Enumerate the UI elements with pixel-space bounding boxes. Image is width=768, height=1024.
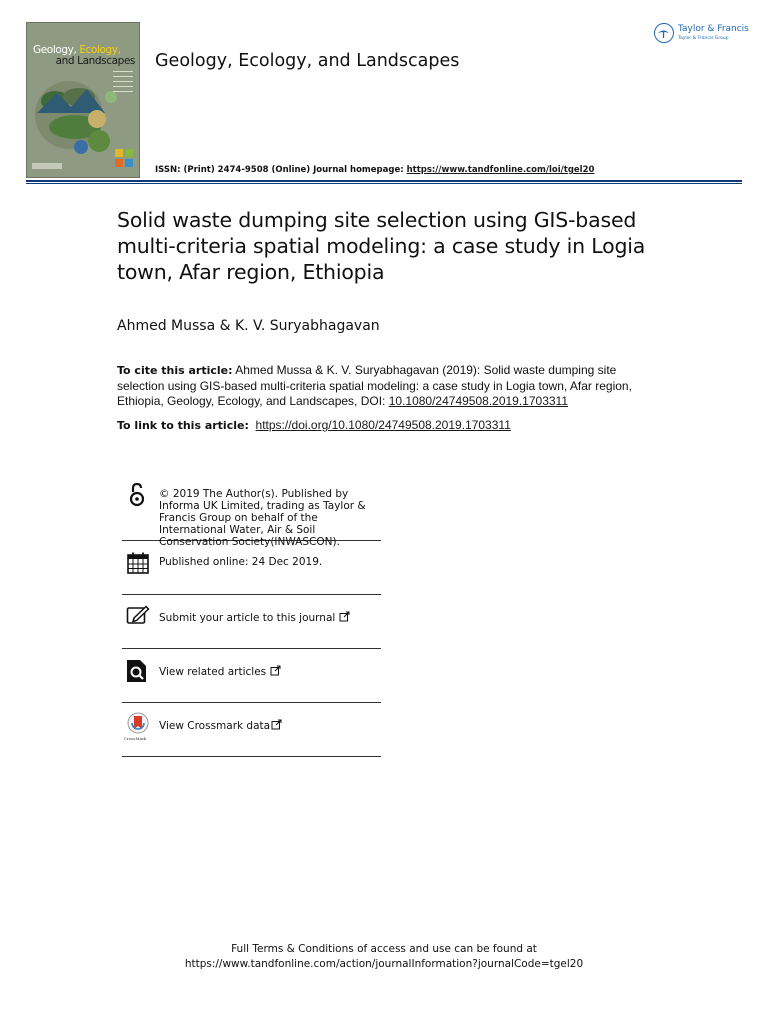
- calendar-icon: [126, 551, 150, 575]
- related-link[interactable]: [159, 665, 281, 678]
- external-link-icon: [271, 719, 282, 730]
- terms-footer: [0, 942, 768, 972]
- published-date: Published online: 24 Dec 2019.: [159, 556, 323, 568]
- cover-text-lines: [113, 71, 133, 96]
- citation-text: Ahmed Mussa & K. V. Suryabhagavan (2019): Solid waste dumping site selection using GIS-based multi-criteria spatial modeling: a case study in Logia town, Afar region, Ethiopia, Geology, Ecology, and Landscapes, DOI:: [117, 363, 632, 409]
- journal-name: Geology, Ecology, and Landscapes: [155, 51, 460, 71]
- journal-homepage-link[interactable]: https://www.tandfonline.com/loi/tgel20: [406, 165, 595, 175]
- related-row[interactable]: [122, 649, 381, 703]
- cover-title: [33, 45, 137, 67]
- header-divider: [26, 180, 742, 182]
- citation-doi-link[interactable]: 10.1080/24749508.2019.1703311: [388, 394, 569, 409]
- crossmark-icon: [124, 712, 150, 741]
- article-title: Solid waste dumping site selection using GIS-based multi-criteria spatial modeling: a case study in Logia town, Afar region, Ethiopia: [117, 208, 646, 284]
- header-divider-thin: [26, 183, 742, 184]
- citation-block: [117, 363, 657, 410]
- external-link-icon: [339, 611, 350, 622]
- citation-label: To cite this article:: [117, 364, 233, 377]
- crossmark-link[interactable]: [159, 719, 282, 732]
- open-access-row: [122, 478, 381, 548]
- journal-cover-image: [26, 22, 140, 178]
- terms-text: Full Terms & Conditions of access and use can be found at: [231, 943, 537, 955]
- publisher-logo[interactable]: [654, 22, 749, 48]
- cover-color-squares: [115, 149, 135, 173]
- article-doi-link[interactable]: https://doi.org/10.1080/24749508.2019.1703311: [255, 418, 511, 432]
- related-articles-icon: [126, 659, 150, 683]
- publisher-group: Taylor & Francis Group: [678, 36, 729, 41]
- open-access-icon: [126, 482, 150, 506]
- publisher-name: Taylor & Francis: [678, 24, 749, 34]
- issn-label: ISSN: (Print) 2474-9508 (Online) Journal homepage:: [155, 165, 407, 175]
- article-link-line: [117, 418, 511, 432]
- external-link-icon: [270, 665, 281, 676]
- submit-link[interactable]: [159, 611, 350, 624]
- cover-title-ecology: Ecology,: [79, 44, 121, 56]
- related-label: View related articles: [159, 666, 267, 678]
- crossmark-row[interactable]: [122, 703, 381, 757]
- article-info-panel: [122, 478, 381, 757]
- taylor-francis-logo-icon: [654, 23, 674, 43]
- published-row: [122, 541, 381, 595]
- edit-icon: [126, 605, 150, 629]
- terms-url[interactable]: https://www.tandfonline.com/action/journalInformation?journalCode=tgel20: [184, 958, 584, 970]
- crossmark-label: View Crossmark data: [159, 720, 271, 732]
- copyright-text: © 2019 The Author(s). Published by Informa UK Limited, trading as Taylor & Francis Group on behalf of the International Water, Air & Soil Conservation Society(INWASCON).: [159, 488, 366, 548]
- submit-label: Submit your article to this journal: [159, 612, 336, 624]
- submit-row[interactable]: [122, 595, 381, 649]
- cover-publisher-mark: [32, 163, 62, 169]
- article-authors: Ahmed Mussa & K. V. Suryabhagavan: [117, 318, 380, 334]
- article-link-label: To link to this article:: [117, 419, 249, 432]
- cover-title-geology: Geology,: [33, 44, 80, 56]
- cover-title-landscapes: and Landscapes: [55, 55, 135, 67]
- issn-line: [155, 165, 594, 175]
- crossmark-caption: CrossMark: [124, 736, 147, 741]
